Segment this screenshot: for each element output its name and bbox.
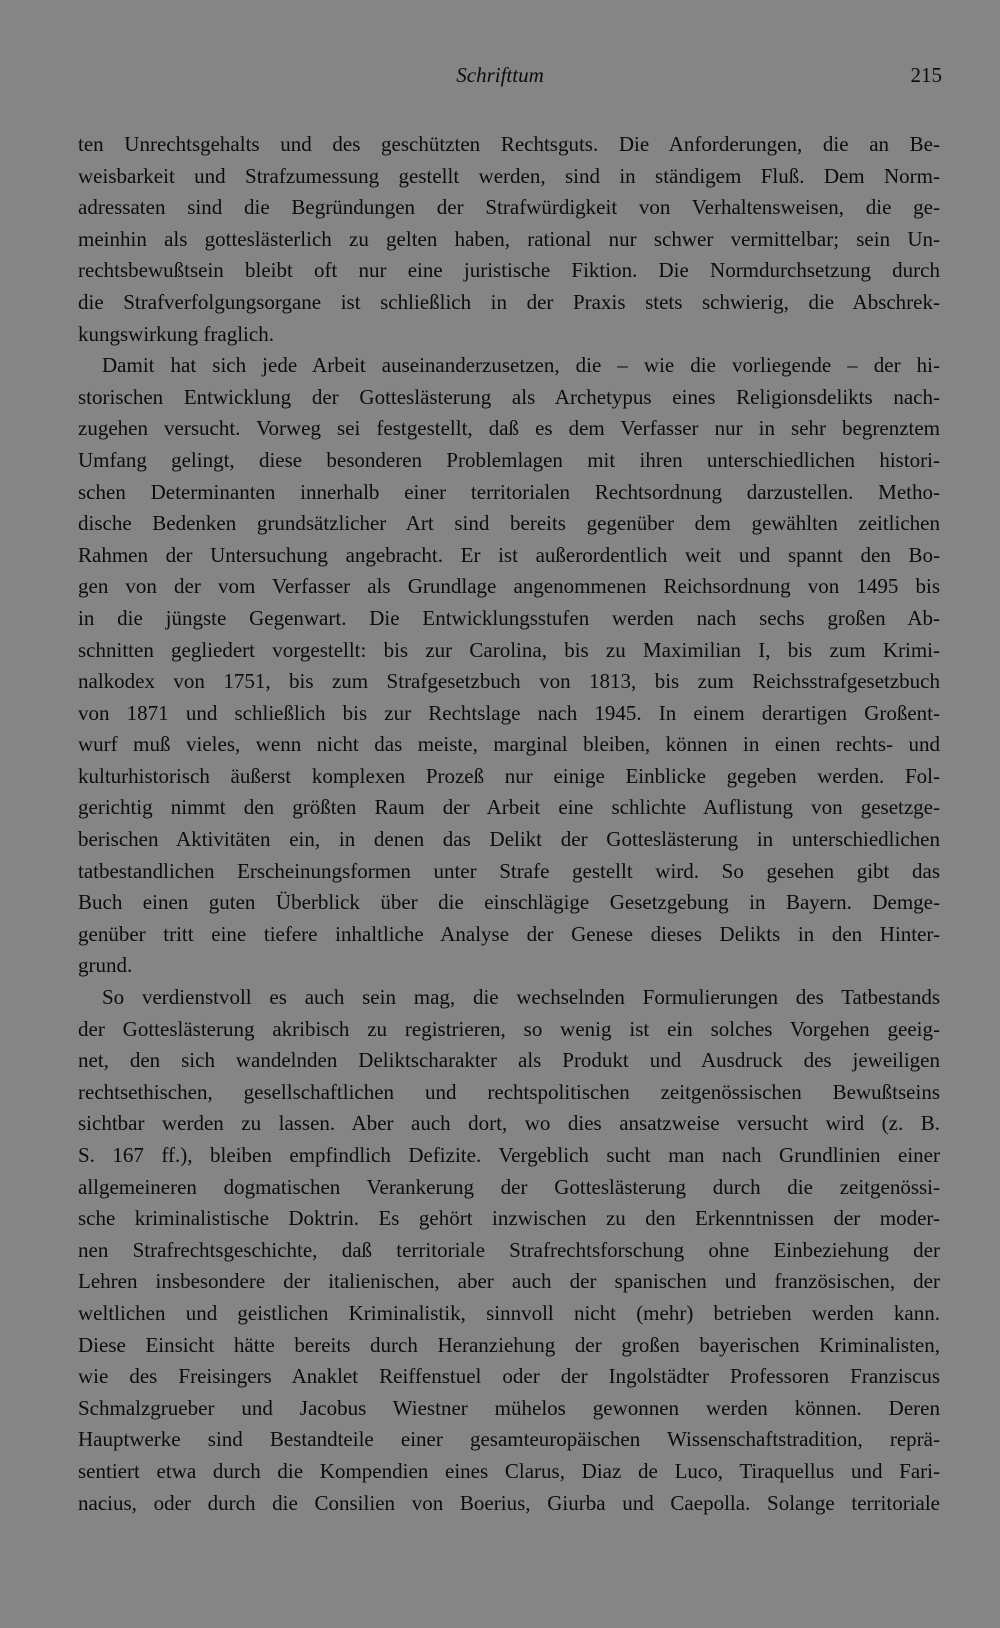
paragraph <box>78 129 940 350</box>
text-line: rechtsethischen, gesellschaftlichen und rechtspolitischen zeitgenössischen Bewußtseins <box>78 1079 940 1104</box>
text-line: kulturhistorisch äußerst komplexen Prozeß nur einige Einblicke gegeben werden. Fol- <box>78 763 940 788</box>
text-line: sentiert etwa durch die Kompendien eines Clarus, Diaz de Luco, Tiraquellus und Fari- <box>78 1458 940 1483</box>
body-text <box>78 129 940 1519</box>
text-line: wurf muß vieles, wenn nicht das meiste, marginal bleiben, können in einen rechts- und <box>78 732 940 757</box>
text-line: S. 167 ff.), bleiben empfindlich Defizite. Vergeblich sucht man nach Grundlinien einer <box>78 1143 940 1167</box>
text-line: Lehren insbesondere der italienischen, aber auch der spanischen und französischen, der <box>78 1269 940 1294</box>
text-line: wie des Freisingers Anaklet Reiffenstuel oder der Ingolstädter Professoren Franziscus <box>78 1364 940 1389</box>
text-line: nacius, oder durch die Consilien von Boerius, Giurba und Caepolla. Solange territoriale <box>78 1490 940 1515</box>
paragraph <box>78 350 940 982</box>
running-header <box>0 58 1000 92</box>
text-line: schnitten gegliedert vorgestellt: bis zur Carolina, bis zu Maximilian I, bis zum Krimi- <box>78 637 940 662</box>
text-line: der Gotteslästerung akribisch zu registrieren, so wenig ist ein solches Vorgehen geeig- <box>78 1016 940 1041</box>
text-line: nalkodex von 1751, bis zum Strafgesetzbuch von 1813, bis zum Reichsstrafgesetzbuch <box>78 669 940 694</box>
text-line: ten Unrechtsgehalts und des geschützten Rechtsguts. Die Anforderungen, die an Be- <box>78 132 940 156</box>
text-line: weisbarkeit und Strafzumessung gestellt werden, sind in ständigem Fluß. Dem Norm- <box>78 163 940 188</box>
text-line: gerichtig nimmt den größten Raum der Arbeit eine schlichte Auflistung von gesetzge- <box>78 795 940 820</box>
text-line: berischen Aktivitäten ein, in denen das Delikt der Gotteslästerung in unterschiedlichen <box>78 827 940 852</box>
text-line: gen von der vom Verfasser als Grundlage angenommenen Reichsordnung von 1495 bis <box>78 574 940 599</box>
text-line: net, den sich wandelnden Deliktscharakter als Produkt und Ausdruck des jeweiligen <box>78 1048 940 1073</box>
text-line: sche kriminalistische Doktrin. Es gehört inzwischen zu den Erkenntnissen der moder- <box>78 1206 940 1231</box>
text-line: Buch einen guten Überblick über die einschlägige Gesetzgebung in Bayern. Demge- <box>78 890 940 915</box>
text-line: adressaten sind die Begründungen der Strafwürdigkeit von Verhaltensweisen, die ge- <box>78 195 940 220</box>
text-line: tatbestandlichen Erscheinungsformen unter Strafe gestellt wird. So gesehen gibt das <box>78 858 940 883</box>
running-title: Schrifttum <box>456 63 544 87</box>
text-line: nen Strafrechtsgeschichte, daß territoriale Strafrechtsforschung ohne Einbeziehung der <box>78 1237 940 1262</box>
text-line: weltlichen und geistlichen Kriminalistik, sinnvoll nicht (mehr) betrieben werden kann. <box>78 1300 940 1325</box>
text-line: Damit hat sich jede Arbeit auseinanderzusetzen, die – wie die vorliegende – der hi- <box>102 353 940 378</box>
text-line: die Strafverfolgungsorgane ist schließlich in der Praxis stets schwierig, die Abschrek- <box>78 289 940 314</box>
text-line: allgemeineren dogmatischen Verankerung der Gotteslästerung durch die zeitgenössi- <box>78 1174 940 1199</box>
text-line: kungswirkung fraglich. <box>78 321 274 346</box>
page-number: 215 <box>910 63 942 87</box>
text-line: von 1871 und schließlich bis zur Rechtslage nach 1945. In einem derartigen Großent- <box>78 700 940 725</box>
text-line: Umfang gelingt, diese besonderen Problemlagen mit ihren unterschiedlichen histori- <box>78 447 940 472</box>
text-line: in die jüngste Gegenwart. Die Entwicklungsstufen werden nach sechs großen Ab- <box>78 605 940 630</box>
text-line: meinhin als gotteslästerlich zu gelten haben, rational nur schwer vermittelbar; sein Un- <box>78 226 940 251</box>
text-line: schen Determinanten innerhalb einer territorialen Rechtsordnung darzustellen. Metho- <box>78 479 940 504</box>
text-line: rechtsbewußtsein bleibt oft nur eine juristische Fiktion. Die Normdurchsetzung durch <box>78 258 940 283</box>
text-line: Diese Einsicht hätte bereits durch Heranziehung der großen bayerischen Kriminalisten, <box>78 1332 940 1357</box>
text-line: Hauptwerke sind Bestandteile einer gesamteuropäischen Wissenschaftstradition, reprä- <box>78 1427 940 1452</box>
text-line: So verdienstvoll es auch sein mag, die wechselnden Formulierungen des Tatbestands <box>102 985 940 1010</box>
text-line: genüber tritt eine tiefere inhaltliche Analyse der Genese dieses Delikts in den Hinter- <box>78 921 940 946</box>
text-line: Rahmen der Untersuchung angebracht. Er ist außerordentlich weit und spannt den Bo- <box>78 542 940 567</box>
text-line: grund. <box>78 953 133 978</box>
text-line: zugehen versucht. Vorweg sei festgestellt, daß es dem Verfasser nur in sehr begrenztem <box>78 416 940 441</box>
text-line: dische Bedenken grundsätzlicher Art sind bereits gegenüber dem gewählten zeitlichen <box>78 511 940 536</box>
text-line: sichtbar werden zu lassen. Aber auch dort, wo dies ansatzweise versucht wird (z. B. <box>78 1111 940 1136</box>
text-line: Schmalzgrueber und Jacobus Wiestner mühelos gewonnen werden können. Deren <box>78 1395 940 1420</box>
paragraph <box>78 982 940 1519</box>
text-line: storischen Entwicklung der Gotteslästerung als Archetypus eines Religionsdelikts nach- <box>78 384 940 409</box>
